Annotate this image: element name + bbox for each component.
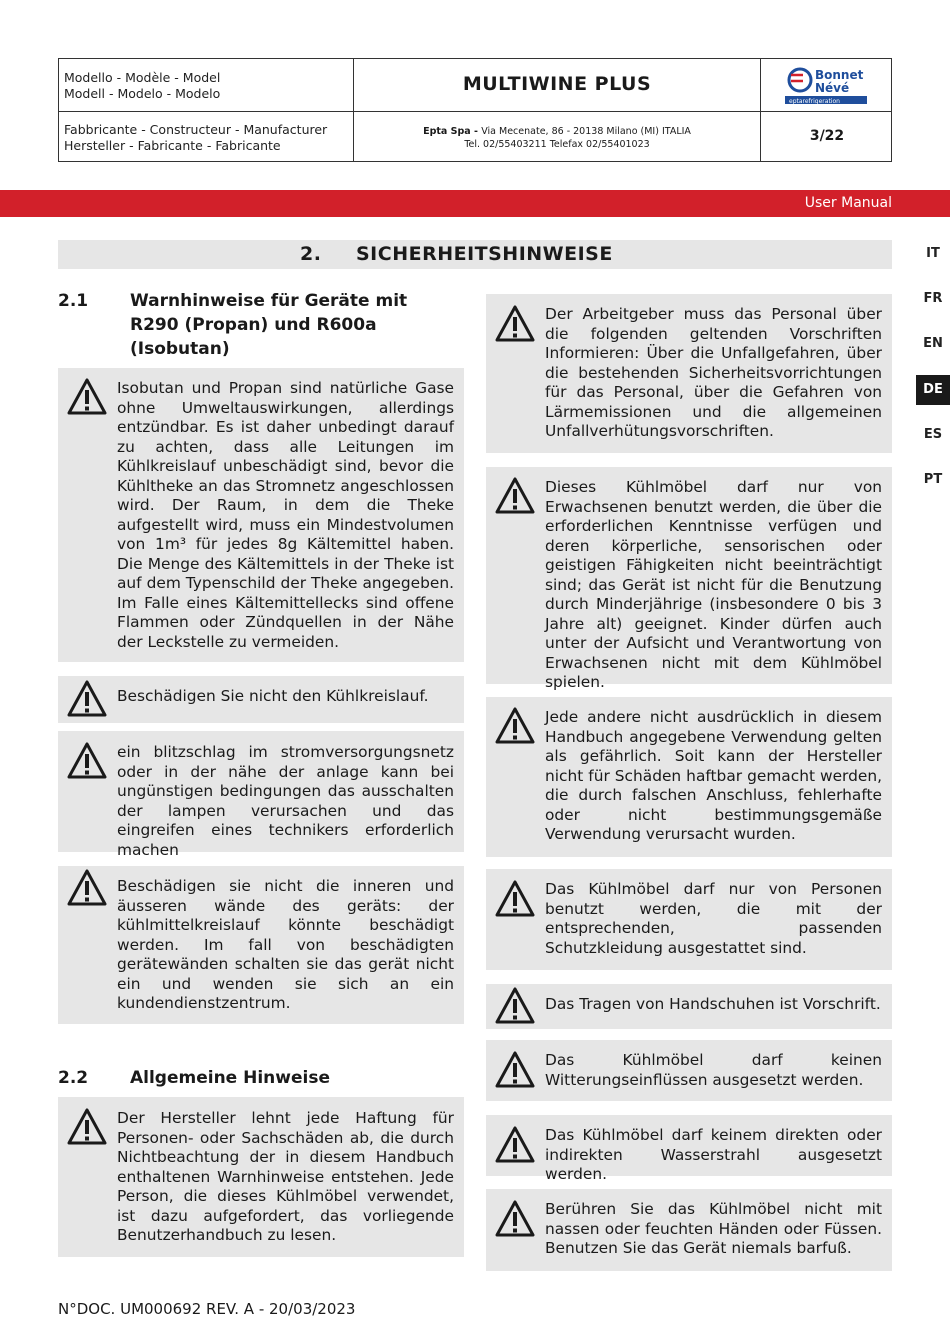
manufacturer-phone: Tel. 02/55403211 Telefax 02/55401023 bbox=[464, 139, 650, 150]
warning-triangle-icon bbox=[494, 706, 536, 746]
warning-text: Dieses Kühlmöbel darf nur von Erwachsenen benutzt werden, die über die erforderlichen Kenntnisse verfügen und deren körperliche, sensorischen oder geistigen Fähigkeiten nicht beeinträchtigt sind; das Gerät ist nicht für die Benutzung durch Minderjährige (insbesondere 0 bis 3 Jahre alt) geeignet. Kinder dürfen auch unter der Aufsicht und Verantwortung von Erwachsenen nicht mit dem Kühlmöbel spielen. bbox=[545, 478, 882, 691]
warning-text: Das Kühlmöbel darf keinem direkten oder indirekten Wasserstrahl ausgesetzt werden. bbox=[545, 1126, 882, 1183]
warning-triangle-icon bbox=[494, 879, 536, 919]
section-heading bbox=[58, 240, 892, 269]
manufacturer-label-line2: Hersteller - Fabricante - Fabricante bbox=[64, 138, 281, 153]
manufacturer-label-line1: Fabbricante - Constructeur - Manufacturer bbox=[64, 122, 328, 137]
logo-sub: eptarefrigeration bbox=[789, 98, 840, 105]
subsection-number-2-2: 2.2 bbox=[58, 1068, 89, 1088]
warning-triangle-icon bbox=[66, 868, 108, 908]
warning-text: Beschädigen sie nicht die inneren und äusseren wände des geräts: der kühlmittelkreislauf könnte beschädigt werden. Im fall von beschädigten gerätewänden schalten sie das gerät nicht ein und wenden sie sich an ein kundendienstzentrum. bbox=[117, 877, 454, 1012]
manufacturer-address: Via Mecenate, 86 - 20138 Milano (MI) ITALIA bbox=[481, 126, 691, 137]
warning-triangle-icon bbox=[494, 1050, 536, 1090]
manufacturer-info bbox=[354, 125, 760, 151]
manufacturer-name: Epta Spa - bbox=[423, 126, 482, 137]
warning-text: Isobutan und Propan sind natürliche Gase ohne Umweltauswirkungen, allerdings entzündbar. Es ist daher unbedingt darauf zu achten, dass alle Leitungen im Kühlkreislauf unbeschädigt sind, bevor die Kühltheke an das Stromnetz angeschlossen wird. Der Raum, in dem die Theke aufgestellt wird, muss ein Mindestvolumen von 1m³ für jedes 8g Kältemittel haben. Die Menge des Kältemittels in der Theke ist auf dem Typenschild der Theke angegeben. Im Falle eines Kältemittellecks sind offene Flammen oder Zündquellen in der Nähe der Leckstelle zu vermeiden. bbox=[117, 379, 454, 651]
header-table bbox=[58, 58, 892, 162]
lang-tab-es[interactable]: ES bbox=[923, 427, 943, 442]
warning-box bbox=[58, 866, 464, 1024]
lang-tab-it[interactable]: IT bbox=[926, 246, 940, 261]
warning-box bbox=[486, 1115, 892, 1183]
warning-box bbox=[486, 697, 892, 857]
subsection-title-2-1-line2: R290 (Propan) und R600a bbox=[130, 315, 377, 335]
model-label bbox=[64, 70, 349, 102]
subsection-title-2-1-line1: Warnhinweise für Geräte mit bbox=[130, 291, 408, 311]
brand-logo bbox=[761, 61, 891, 109]
lang-tab-fr[interactable]: FR bbox=[923, 291, 943, 306]
warning-text: ein blitzschlag im stromversorgungsnetz oder in der nähe der anlage kann bei ungünstigen bedingungen das ausschalten der lampen verursachen und das eingreifen eines technikers erforderlich machen bbox=[117, 743, 454, 859]
warning-box bbox=[486, 294, 892, 453]
warning-text: Der Hersteller lehnt jede Haftung für Personen- oder Sachschäden ab, die durch Nichtbeachtung der in diesem Handbuch enthaltenen Warnhinweise entstehen. Jede Person, die dieses Kühlmöbel verwendet, ist dazu aufgefordert, das vorliegende Benutzerhandbuch zu lesen. bbox=[117, 1109, 454, 1244]
warning-triangle-icon bbox=[66, 679, 108, 719]
subsection-number-2-1: 2.1 bbox=[58, 291, 89, 311]
subsection-title-2-1 bbox=[130, 289, 450, 361]
manufacturer-label bbox=[64, 122, 349, 154]
product-title: MULTIWINE PLUS bbox=[462, 73, 652, 95]
page-number: 3/22 bbox=[809, 128, 845, 144]
warning-box bbox=[58, 1097, 464, 1257]
section-number: 2. bbox=[300, 243, 322, 265]
warning-triangle-icon bbox=[66, 1107, 108, 1147]
subsection-title-2-1-line3: (Isobutan) bbox=[130, 339, 230, 359]
warning-box bbox=[486, 1040, 892, 1101]
warning-triangle-icon bbox=[494, 986, 536, 1026]
warning-box bbox=[486, 869, 892, 970]
warning-triangle-icon bbox=[494, 1199, 536, 1239]
warning-text: Jede andere nicht ausdrücklich in diesem Handbuch angegebene Verwendung gelten als gefährlich. Soit kann der Hersteller nicht für Schäden haftbar gemacht werden, die durch falschen Anschluss, fehlerhafte oder nicht bestimmungsgemäße Verwendung verursacht wurden. bbox=[545, 708, 882, 843]
lang-tab-de[interactable]: DE bbox=[916, 375, 950, 405]
warning-box bbox=[58, 368, 464, 662]
logo-line2: Névé bbox=[815, 81, 850, 95]
warning-text: Der Arbeitgeber muss das Personal über die folgenden geltenden Vorschriften Informieren: Über die Unfallgefahren, über die bestehenden Sicherheitsvorrichtungen für das Personal, über die Gefahren von Lärmemissionen und die allgemeinen Unfallverhütungsvorschriften. bbox=[545, 305, 882, 440]
warning-box bbox=[486, 1189, 892, 1271]
document-footer: N°DOC. UM000692 REV. A - 20/03/2023 bbox=[58, 1300, 356, 1318]
model-label-line2: Modell - Modelo - Modelo bbox=[64, 86, 221, 101]
model-label-line1: Modello - Modèle - Model bbox=[64, 70, 221, 85]
warning-triangle-icon bbox=[494, 1125, 536, 1165]
warning-box bbox=[58, 676, 464, 723]
banner-text: User Manual bbox=[804, 195, 892, 211]
warning-text: Das Kühlmöbel darf keinen Witterungseinflüssen ausgesetzt werden. bbox=[545, 1051, 882, 1089]
lang-tab-pt[interactable]: PT bbox=[923, 472, 943, 487]
warning-triangle-icon bbox=[494, 304, 536, 344]
warning-box bbox=[486, 467, 892, 691]
lang-tab-en[interactable]: EN bbox=[923, 336, 943, 351]
logo-line1: Bonnet bbox=[815, 68, 864, 82]
warning-text: Beschädigen Sie nicht den Kühlkreislauf. bbox=[117, 687, 429, 705]
section-title: SICHERHEITSHINWEISE bbox=[356, 243, 613, 265]
warning-box bbox=[486, 984, 892, 1029]
warning-text: Berühren Sie das Kühlmöbel nicht mit nassen oder feuchten Händen oder Füssen. Benutzen Sie das Gerät niemals barfuß. bbox=[545, 1200, 882, 1257]
warning-triangle-icon bbox=[66, 377, 108, 417]
bonnet-neve-logo-icon bbox=[761, 61, 891, 109]
manual-banner bbox=[0, 190, 950, 217]
warning-text: Das Tragen von Handschuhen ist Vorschrift. bbox=[545, 995, 881, 1013]
warning-triangle-icon bbox=[66, 741, 108, 781]
warning-box bbox=[58, 731, 464, 859]
warning-text: Das Kühlmöbel darf nur von Personen benutzt werden, die mit der entsprechenden, passenden Schutzkleidung ausgestattet sind. bbox=[545, 880, 882, 957]
warning-triangle-icon bbox=[494, 476, 536, 516]
subsection-title-2-2: Allgemeine Hinweise bbox=[130, 1068, 330, 1088]
